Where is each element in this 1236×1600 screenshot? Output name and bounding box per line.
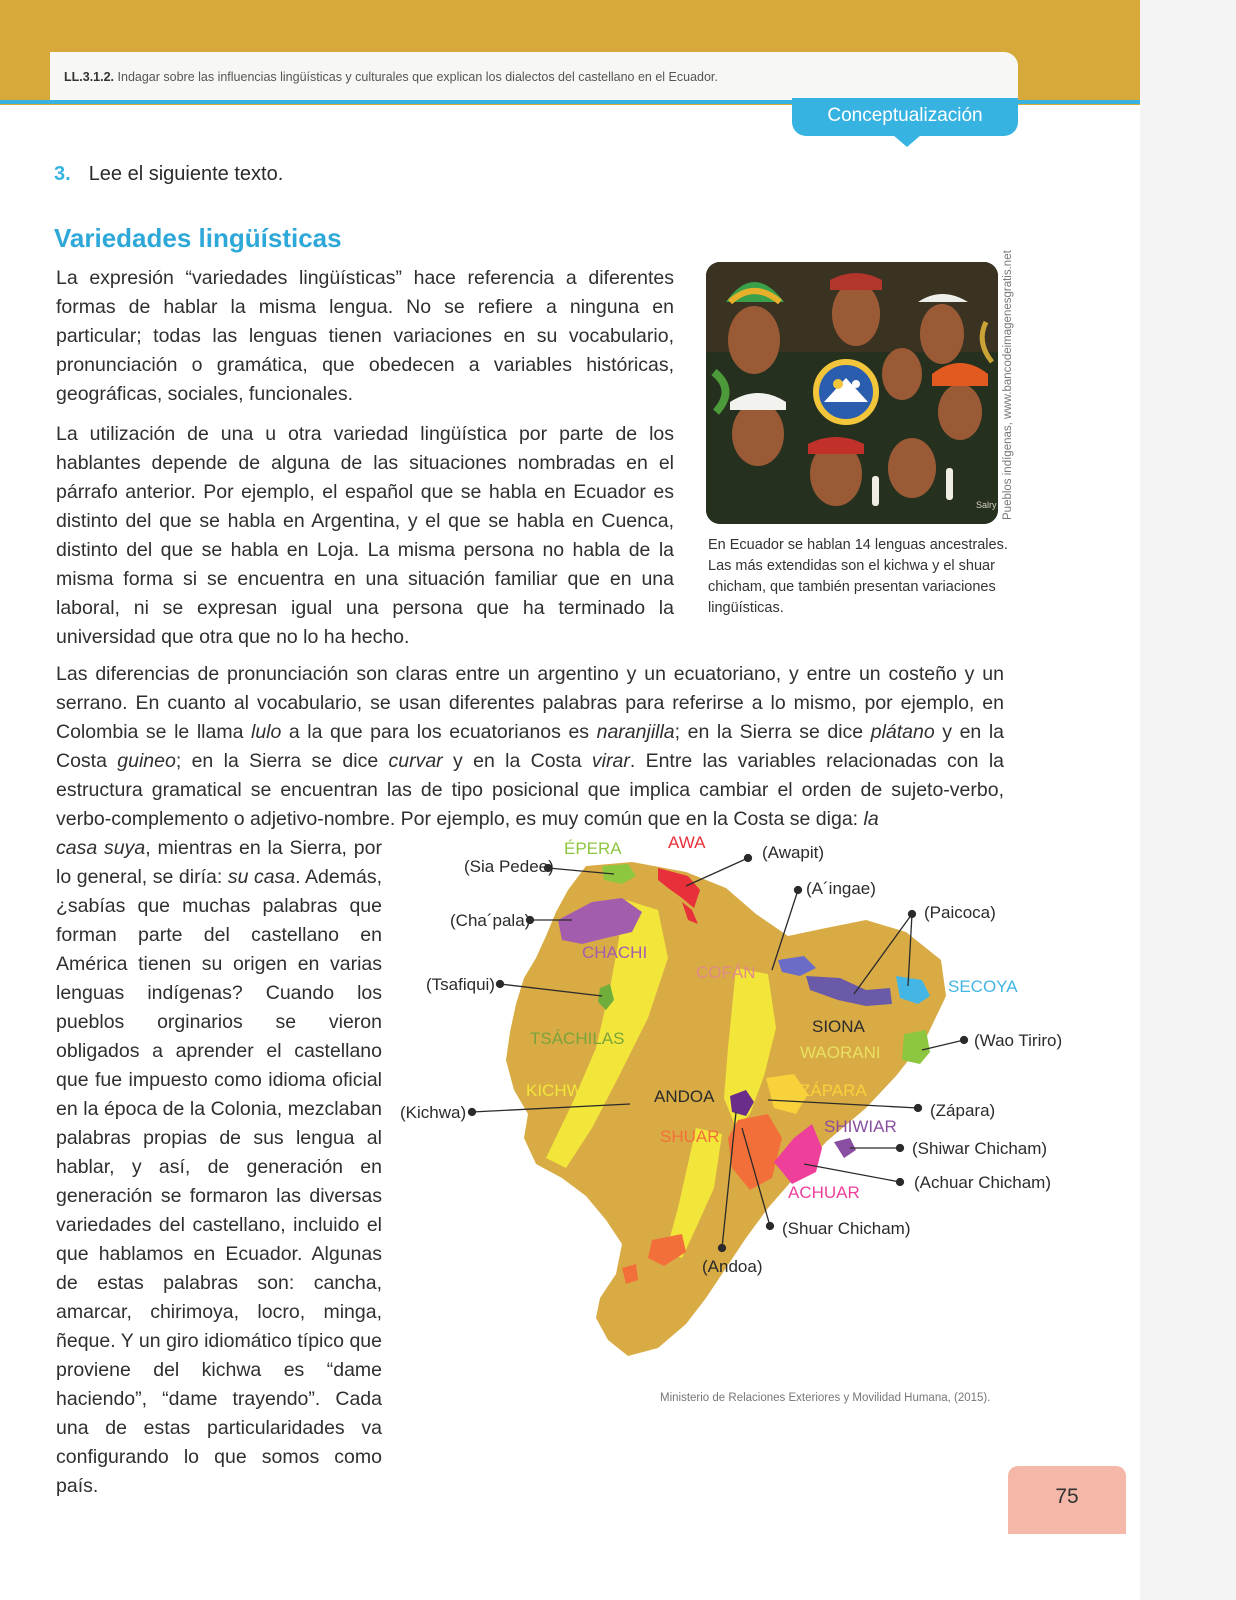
- section-tab: Conceptualización: [792, 98, 1018, 136]
- p4-text: , mientras en la Sierra, por lo general, se diría:: [56, 837, 382, 888]
- p3-text: Las diferencias de pronunciación son claras entre un argentino y un ecuatoriano, y entre un costeño y un serrano. En cuanto al vocabulario, se usan diferentes palabras para referirse a lo mismo, por ejemplo, en Colombia se le llama: [56, 663, 1004, 743]
- objective-text: Indagar sobre las influencias lingüísticas y culturales que explican los dialectos del castellano en el Ecuador.: [117, 70, 718, 84]
- label-siona: SIONA: [812, 1017, 865, 1036]
- label-epera: ÉPERA: [564, 839, 622, 858]
- map-source: Ministerio de Relaciones Exteriores y Movilidad Humana, (2015).: [660, 1392, 991, 1404]
- p4-italic: su casa: [227, 866, 296, 888]
- instruction-number: 3.: [54, 163, 71, 185]
- objective-code: LL.3.1.2.: [64, 70, 115, 84]
- section-tab-pointer: [893, 135, 921, 147]
- label-aingae: (A´ingae): [806, 879, 876, 898]
- page-edge: [1140, 0, 1236, 1600]
- page-number: 75: [1008, 1466, 1126, 1534]
- label-achuar-chicham: (Achuar Chicham): [914, 1173, 1051, 1192]
- p4-italic: casa suya: [56, 837, 146, 859]
- waorani-territory: [902, 1030, 930, 1064]
- label-shuar: SHUAR: [660, 1127, 720, 1146]
- label-chachi: CHACHI: [582, 943, 648, 962]
- p3-text: y en la Costa: [442, 750, 592, 772]
- objective-bar: [50, 52, 1018, 100]
- p3-italic: guineo: [117, 750, 176, 772]
- label-tsafiqui: (Tsafiqui): [426, 975, 495, 994]
- paragraph-1: La expresión “variedades lingüísticas” hace referencia a diferentes formas de hablar la misma lengua. No se refiere a ninguna en particular; todas las lenguas tienen variaciones en su vocabulario, pronunciación o gramática, que obedecen a variables históricas, geográficas, sociales, funcionales.: [56, 267, 674, 405]
- label-waorani: WAORANI: [800, 1043, 881, 1062]
- p3-text: . Entre las variables relacionadas con la estructura gramatical se encuentran las de tipo posicional que implica cambiar el orden de sujeto-verbo, verbo-complemento o adjetivo-nombre. Por ejemplo, es muy común que en la Costa se diga:: [56, 750, 1004, 830]
- label-shiwiar: SHIWIAR: [824, 1117, 897, 1136]
- ecuador-language-map: [396, 828, 1096, 1388]
- label-awapit: (Awapit): [762, 843, 825, 862]
- article-title: Variedades lingüísticas: [54, 223, 342, 253]
- label-kichwas: KICHWAS: [526, 1081, 605, 1100]
- p3-italic: virar: [591, 750, 630, 772]
- p3-italic: naranjilla: [596, 721, 675, 743]
- p3-text: ; en la Sierra se dice: [175, 750, 389, 772]
- label-kichwa: (Kichwa): [400, 1103, 467, 1122]
- label-andoa: ANDOA: [654, 1087, 715, 1106]
- label-achuar: ACHUAR: [788, 1183, 860, 1202]
- label-wao-tiriro: (Wao Tiriro): [974, 1031, 1063, 1050]
- p3-italic: la: [863, 808, 879, 830]
- p3-text: y en la Costa: [56, 721, 1005, 772]
- label-zapara: ZÁPARA: [800, 1081, 867, 1100]
- p3-text: ; en la Sierra se dice: [674, 721, 871, 743]
- label-cofan: COFÁN: [696, 963, 756, 982]
- instruction-text: Lee el siguiente texto.: [88, 163, 284, 185]
- label-sia-pedee: (Sia Pedee): [464, 857, 554, 876]
- instruction: [54, 163, 283, 186]
- paragraph-4: [56, 834, 382, 1501]
- label-paicoca: (Paicoca): [924, 903, 996, 922]
- label-chapala: (Cha´pala): [450, 911, 531, 930]
- p3-italic: curvar: [388, 750, 443, 772]
- label-awa: AWA: [668, 833, 706, 852]
- label-secoya: SECOYA: [948, 977, 1018, 996]
- label-shiwiar-chicham: (Shiwar Chicham): [912, 1139, 1048, 1158]
- indigenous-peoples-painting: [706, 262, 998, 524]
- label-tsachilas: TSÁCHILAS: [530, 1029, 625, 1048]
- label-andoa-lang: (Andoa): [702, 1257, 763, 1276]
- paragraph-2: La utilización de una u otra variedad lingüística por parte de los hablantes depende de alguna de las situaciones nombradas en el párrafo anterior. Por ejemplo, el español que se habla en Ecuador es distinto del que se habla en Argentina, y el que se habla en Cuenca, distinto del que se habla en Loja. La misma persona no habla de la misma forma si se encuentra en una situación familiar que en una laboral, ni se expresan igual una persona que ha terminado la universidad que otra que no lo ha hecho.: [56, 423, 674, 648]
- label-shuar-chicham: (Shuar Chicham): [782, 1219, 911, 1238]
- p3-italic: lulo: [250, 721, 282, 743]
- painting-signature: Salry: [976, 500, 997, 510]
- photo-caption: En Ecuador se hablan 14 lenguas ancestrales. Las más extendidas son el kichwa y el shuar chicham, que también presentan variaciones lingüísticas.: [708, 537, 1008, 616]
- photo-credit: Pueblos indígenas, www.bancodeimagenesgratis.net: [1002, 250, 1014, 520]
- p3-italic: plátano: [870, 721, 935, 743]
- paragraph-3: [56, 660, 1004, 834]
- p3-text: a la que para los ecuatorianos es: [281, 721, 597, 743]
- p4-text: . Además, ¿sabías que muchas palabras que forman parte del castellano en América tienen su origen en varias lenguas indígenas? Cuando los pueblos orginarios se vieron obligados a aprender el castellano que fue impuesto como idioma oficial en la época de la Colonia, mezclaban palabras propias de sus lengua al hablar, y así, de generación en generación se formaron las diversas variedades del castellano, incluido el que hablamos en Ecuador. Algunas de estas palabras son: cancha, amarcar, chirimoya, locro, minga, ñeque. Y un giro idiomático típico que proviene del kichwa es “dame haciendo”, “dame trayendo”. Cada una de estas particularidades va configurando lo que somos como país.: [56, 866, 383, 1497]
- label-zapara-lang: (Zápara): [930, 1101, 996, 1120]
